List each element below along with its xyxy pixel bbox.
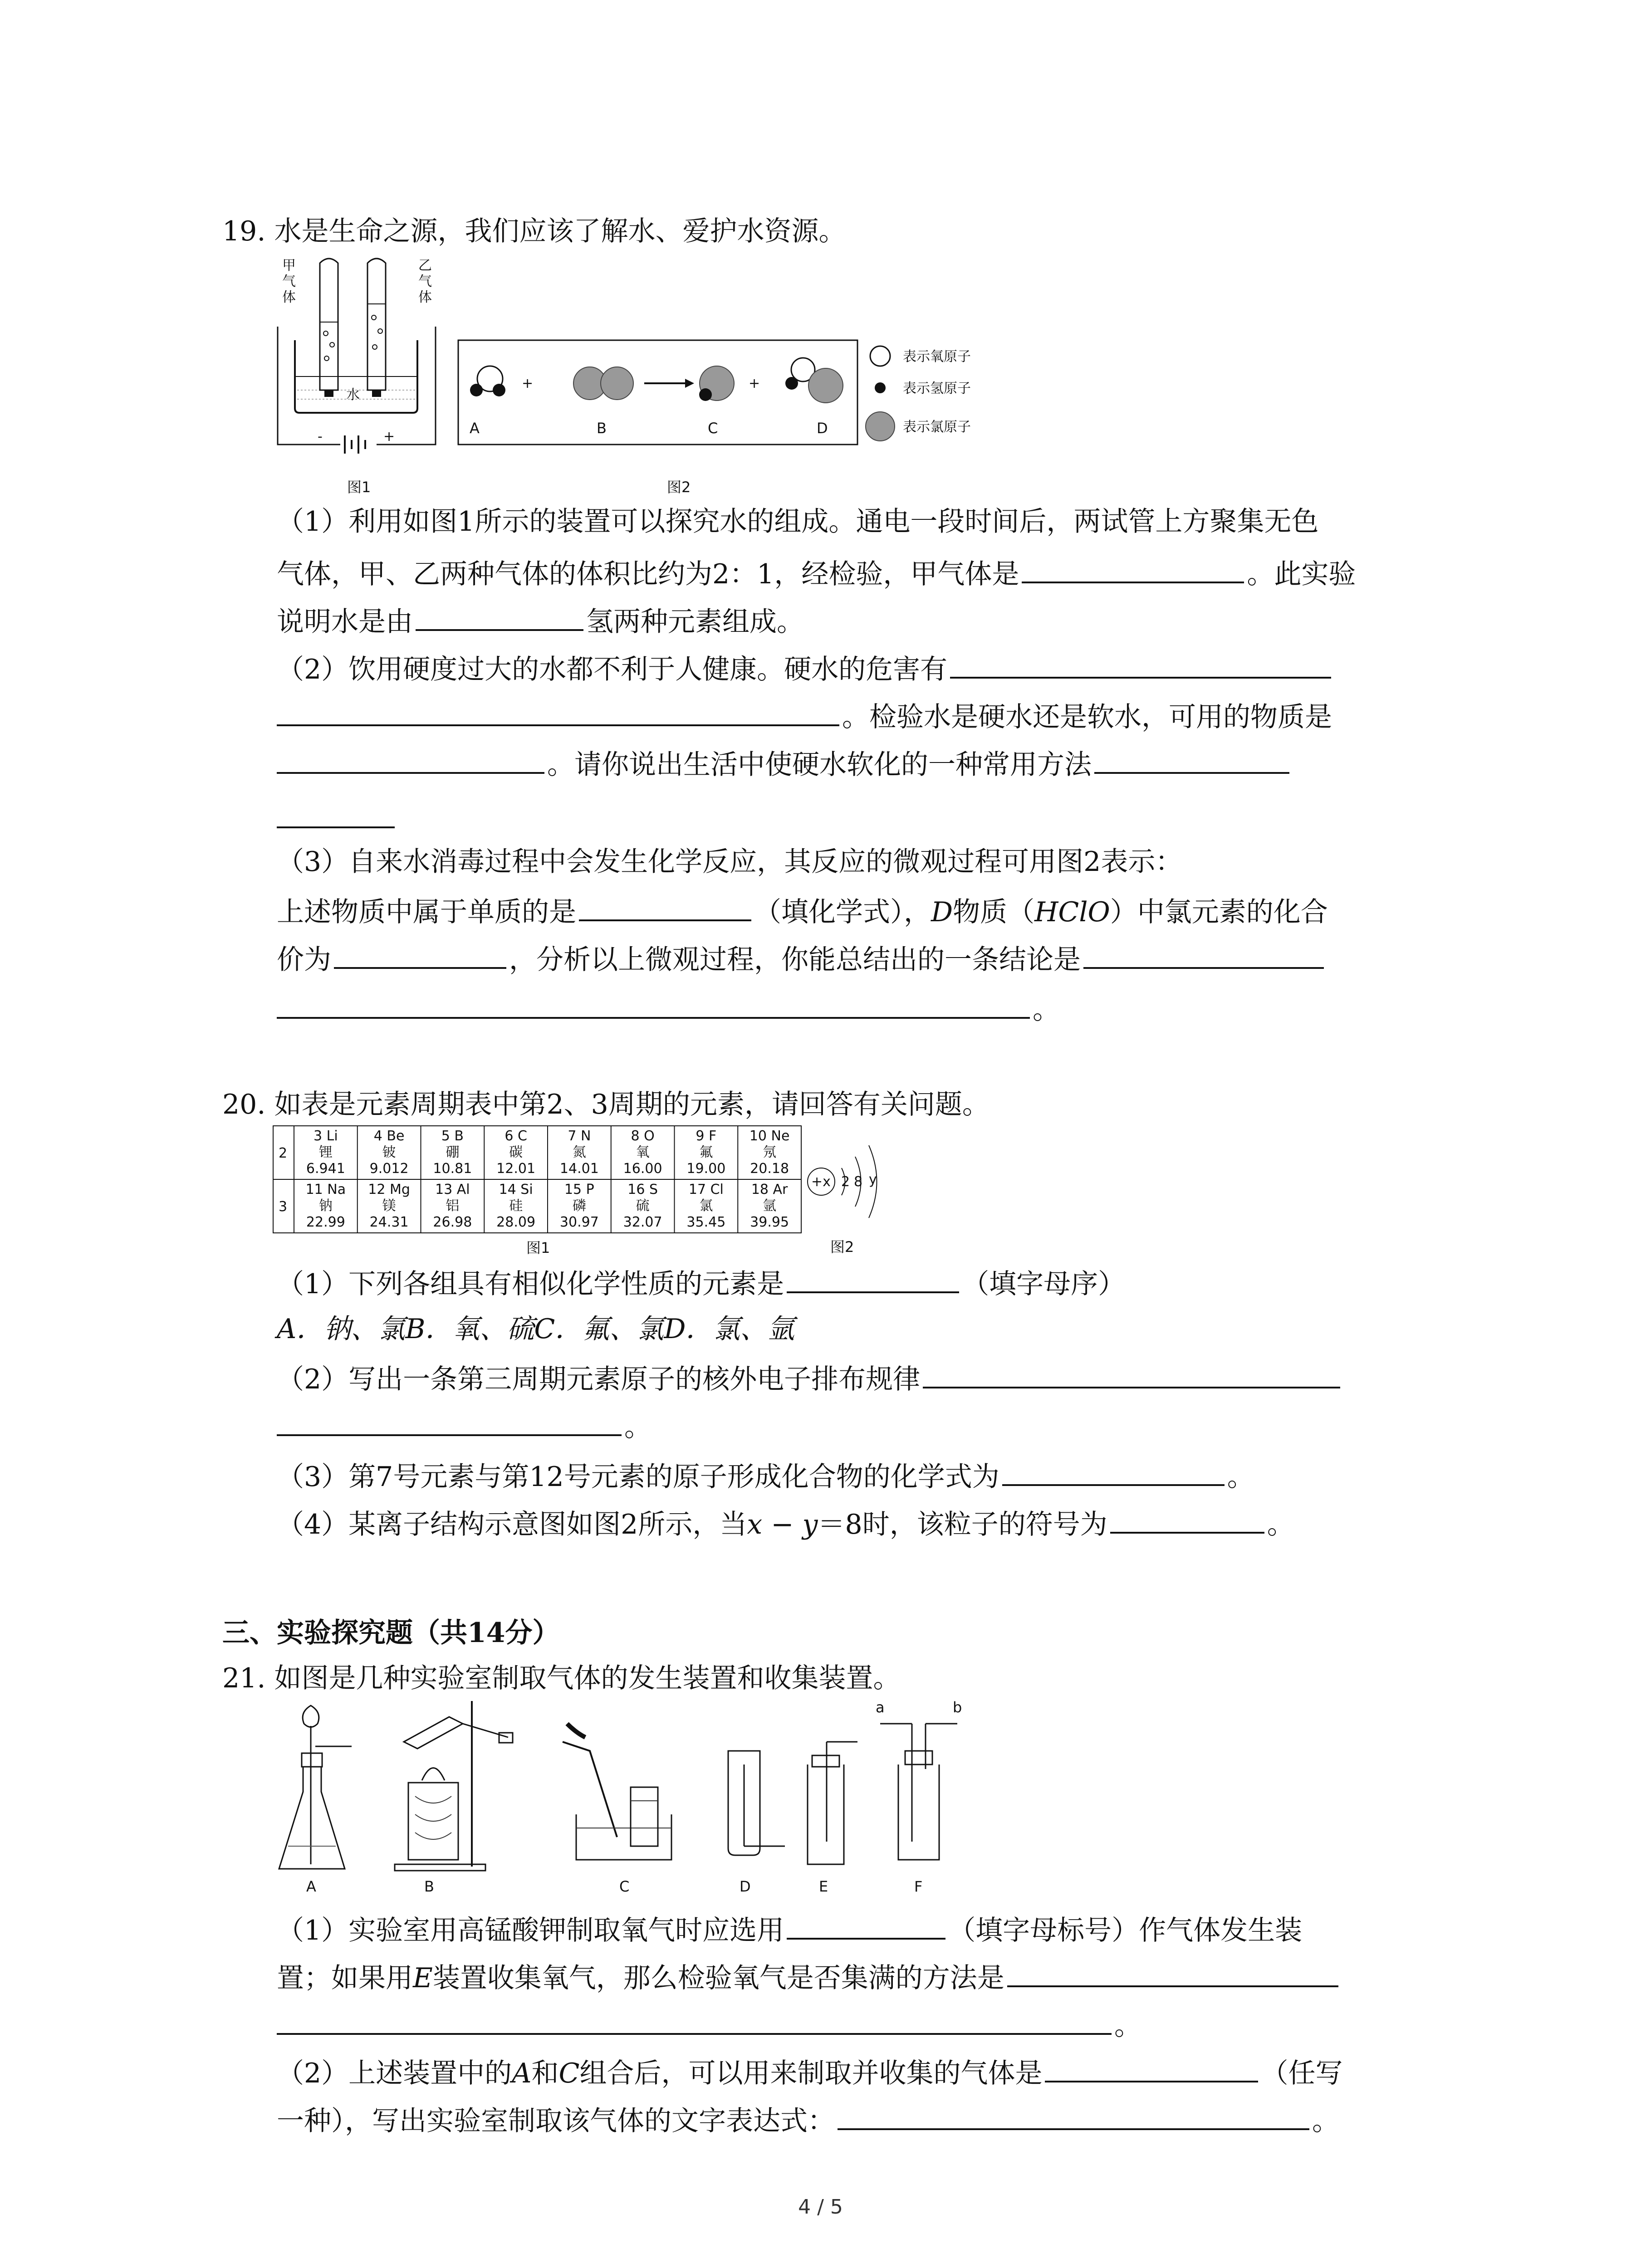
q21-part1-text: 置；如果用 bbox=[277, 1962, 413, 1994]
answer-blank-similar[interactable] bbox=[787, 1263, 959, 1293]
minus-sign: - bbox=[318, 429, 323, 445]
figure-2-caption: 图2 bbox=[667, 479, 691, 496]
element-cell-text: 35.45 bbox=[686, 1214, 726, 1230]
q21-part1-line1 bbox=[277, 1910, 1302, 1949]
shell-2-electrons: 8 bbox=[854, 1174, 863, 1190]
q21-part1-line2 bbox=[277, 1957, 1341, 1996]
apparatus-f bbox=[876, 1699, 962, 1860]
element-cell-text: 18 Ar bbox=[751, 1182, 788, 1198]
gas-right-label-2: 气 bbox=[418, 274, 432, 289]
label-a: A bbox=[306, 1878, 316, 1895]
q19-part3-line4 bbox=[277, 989, 1060, 1028]
legend-chlorine: 表示氯原子 bbox=[903, 419, 971, 435]
element-cell-text: 磷 bbox=[572, 1198, 586, 1214]
shell-1-electrons: 2 bbox=[841, 1174, 850, 1190]
element-cell-text: 镁 bbox=[382, 1198, 396, 1214]
q21-part2-text: 和 bbox=[531, 2058, 559, 2089]
page-number: 4 / 5 bbox=[798, 2195, 843, 2219]
q20-part3 bbox=[277, 1456, 1254, 1495]
q19-part2-line2 bbox=[277, 696, 1332, 735]
element-cell-text: 10.81 bbox=[433, 1161, 472, 1177]
q19-part3-text: D bbox=[931, 896, 953, 928]
answer-blank-check-full-cont[interactable] bbox=[277, 2005, 1112, 2035]
answer-blank-element[interactable] bbox=[416, 601, 583, 631]
q21-part1-text: E bbox=[413, 1962, 433, 1994]
answer-blank-formula[interactable] bbox=[1002, 1456, 1225, 1486]
answer-blank-rule-cont[interactable] bbox=[277, 1406, 622, 1436]
q20-part3-text: 。 bbox=[1227, 1461, 1254, 1493]
q20-part4-text: x bbox=[747, 1509, 763, 1540]
answer-blank-gas[interactable] bbox=[1022, 553, 1244, 583]
gas-left-label-3: 体 bbox=[282, 289, 296, 305]
element-cell-text: 锂 bbox=[318, 1144, 333, 1160]
element-cell-text: 硼 bbox=[446, 1144, 460, 1160]
q19-part1-text: 说明水是由 bbox=[277, 606, 413, 638]
q21-part2-text: （任写 bbox=[1261, 2058, 1343, 2089]
element-cell-text: 19.00 bbox=[686, 1161, 726, 1177]
apparatus-c bbox=[563, 1724, 671, 1860]
apparatus-d bbox=[728, 1751, 785, 1855]
legend-hydrogen: 表示氢原子 bbox=[903, 381, 971, 396]
element-cell-text: 6 C bbox=[505, 1128, 527, 1144]
section-3-heading: 三、实验探究题（共14分） bbox=[222, 1617, 560, 1649]
q19-stem: 19. 水是生命之源，我们应该了解水、爱护水资源。 bbox=[222, 215, 846, 247]
label-c: C bbox=[708, 420, 718, 437]
element-cell-text: 6.941 bbox=[306, 1161, 345, 1177]
answer-blank-conclusion-cont[interactable] bbox=[277, 989, 1030, 1019]
element-cell-text: 22.99 bbox=[306, 1214, 345, 1230]
element-cell-text: 13 Al bbox=[435, 1182, 470, 1198]
q20-stem: 20. 如表是元素周期表中第2、3周期的元素，请回答有关问题。 bbox=[222, 1089, 989, 1120]
gas-left-label-2: 气 bbox=[282, 274, 296, 289]
element-cell-text: 3 Li bbox=[314, 1128, 338, 1144]
answer-blank-elemental[interactable] bbox=[579, 891, 751, 921]
q19-part2-text: 。检验水是硬水还是软水，可用的物质是 bbox=[842, 701, 1332, 733]
gas-left-label-1: 甲 bbox=[282, 258, 296, 274]
element-cell-text: 氧 bbox=[636, 1144, 650, 1160]
q20-part2-text: 。 bbox=[624, 1411, 652, 1443]
element-cell-text: 15 P bbox=[564, 1182, 594, 1198]
plus-sign: + bbox=[383, 429, 395, 445]
q21-part1-text: （填字母标号）作气体发生装 bbox=[948, 1915, 1303, 1946]
element-cell-text: 11 Na bbox=[305, 1182, 346, 1198]
periodic-table-figure bbox=[272, 1125, 808, 1256]
q21-part2-text: 。 bbox=[1312, 2105, 1339, 2137]
q20-part4-text: 。 bbox=[1267, 1509, 1294, 1540]
element-cell-text: 硫 bbox=[636, 1198, 650, 1214]
element-cell-text: 17 Cl bbox=[688, 1182, 724, 1198]
q19-part2-text: （2）饮用硬度过大的水都不利于人健康。硬水的危害有 bbox=[277, 654, 948, 685]
q19-part3-line3 bbox=[277, 939, 1327, 978]
element-cell-text: 26.98 bbox=[433, 1214, 472, 1230]
q19-part3-text: 。 bbox=[1033, 994, 1060, 1026]
q19-part3-text: （填化学式）， bbox=[754, 896, 931, 928]
q20-part4-text: y bbox=[802, 1509, 818, 1540]
q20-part1-text: （填字母序） bbox=[962, 1268, 1126, 1300]
element-cell-text: 8 O bbox=[631, 1128, 655, 1144]
q19-part2-text: 。请你说出生活中使硬水软化的一种常用方法 bbox=[547, 749, 1092, 781]
element-cell-text: 氩 bbox=[763, 1198, 777, 1214]
element-cell-text: 12.01 bbox=[496, 1161, 536, 1177]
q20-part2 bbox=[277, 1359, 1343, 1398]
label-f: F bbox=[914, 1878, 923, 1895]
answer-blank-soften-method[interactable] bbox=[1094, 744, 1289, 774]
period-3-label: 3 bbox=[279, 1199, 288, 1215]
plus-sign: + bbox=[749, 376, 760, 391]
q21-part2-text: A bbox=[512, 2058, 532, 2089]
element-cell-text: 钠 bbox=[318, 1198, 333, 1214]
q19-part1-text: 。此实验 bbox=[1247, 558, 1356, 590]
q19-part2-line3 bbox=[277, 744, 1292, 783]
q19-part1-line2 bbox=[277, 553, 1356, 592]
answer-blank-test-substance[interactable] bbox=[277, 744, 544, 774]
q19-part3-text: ，分析以上微观过程，你能总结出的一条结论是 bbox=[509, 944, 1081, 976]
q20-part4 bbox=[277, 1504, 1294, 1543]
q19-part1-text: 气体，甲、乙两种气体的体积比约为2：1，经检验，甲气体是 bbox=[277, 558, 1019, 590]
label-e: E bbox=[819, 1878, 828, 1895]
q19-part3-text: ）中氯元素的化合 bbox=[1110, 896, 1328, 928]
element-cell-text: 铍 bbox=[382, 1144, 396, 1160]
q19-part2-line4 bbox=[277, 798, 397, 837]
lab-apparatus-figure bbox=[272, 1696, 1089, 1901]
element-cell-text: 39.95 bbox=[750, 1214, 789, 1230]
q21-part2-line1 bbox=[277, 2053, 1342, 2092]
q20-part1-text: （1）下列各组具有相似化学性质的元素是 bbox=[277, 1268, 784, 1300]
answer-blank-conclusion[interactable] bbox=[1083, 939, 1324, 969]
element-cell-text: 28.09 bbox=[496, 1214, 536, 1230]
element-cell-text: 14.01 bbox=[559, 1161, 599, 1177]
answer-blank-check-full[interactable] bbox=[1007, 1957, 1338, 1987]
q20-part4-text: （4）某离子结构示意图如图2所示，当 bbox=[277, 1509, 747, 1540]
nucleus-charge: +x bbox=[811, 1174, 831, 1190]
q19-part3-text: 价为 bbox=[277, 944, 331, 976]
element-cell-text: 14 Si bbox=[499, 1182, 533, 1198]
answer-blank-soften-cont[interactable] bbox=[277, 798, 395, 828]
element-cell-text: 7 N bbox=[568, 1128, 591, 1144]
gas-right-label-1: 乙 bbox=[418, 258, 432, 274]
label-d: D bbox=[740, 1878, 751, 1895]
q19-part1-text: 氢两种元素组成。 bbox=[586, 606, 804, 638]
q19-part1-line3 bbox=[277, 601, 804, 640]
element-cell-text: 氖 bbox=[763, 1144, 777, 1160]
label-d: D bbox=[817, 420, 828, 437]
answer-blank-ion-symbol[interactable] bbox=[1110, 1504, 1264, 1534]
shell-3-electrons: y bbox=[869, 1172, 877, 1188]
answer-blank-rule[interactable] bbox=[923, 1359, 1340, 1388]
q20-part2-cont bbox=[277, 1406, 652, 1445]
element-cell-text: 9 F bbox=[696, 1128, 717, 1144]
apparatus-b bbox=[395, 1701, 513, 1871]
q19-part1-line1: （1）利用如图1所示的装置可以探究水的组成。通电一段时间后，两试管上方聚集无色 bbox=[277, 506, 1319, 538]
q19-part3-line2 bbox=[277, 891, 1328, 930]
q19-part3-text: 上述物质中属于单质的是 bbox=[277, 896, 576, 928]
element-cell-text: 硅 bbox=[509, 1198, 523, 1214]
q19-figure-1 bbox=[272, 254, 445, 499]
q20-part4-text: ＝8时，该粒子的符号为 bbox=[818, 1509, 1107, 1540]
q21-part1-text: （1）实验室用高锰酸钾制取氧气时应选用 bbox=[277, 1915, 784, 1946]
element-cell-text: 氟 bbox=[699, 1144, 713, 1160]
apparatus-e bbox=[808, 1742, 857, 1864]
element-cell-text: 20.18 bbox=[750, 1161, 789, 1177]
port-a-label: a bbox=[876, 1699, 885, 1716]
label-b: B bbox=[597, 420, 607, 437]
gas-right-label-3: 体 bbox=[418, 289, 432, 305]
answer-blank-gas-name[interactable] bbox=[1045, 2053, 1258, 2082]
q20-part4-text: − bbox=[762, 1509, 803, 1540]
element-cell-text: 5 B bbox=[441, 1128, 464, 1144]
answer-blank-harm-cont[interactable] bbox=[277, 696, 839, 726]
period-2-label: 2 bbox=[279, 1145, 288, 1161]
apparatus-a bbox=[279, 1706, 352, 1869]
q19-part3-text: 物质（ bbox=[953, 896, 1035, 928]
answer-blank-harm[interactable] bbox=[950, 649, 1331, 679]
element-cell-text: 32.07 bbox=[623, 1214, 662, 1230]
q21-part1-text: 。 bbox=[1114, 2010, 1141, 2042]
q21-part2-text: C bbox=[558, 2058, 580, 2089]
q19-part3-text: HClO bbox=[1034, 896, 1110, 928]
q21-part2-line2 bbox=[277, 2100, 1339, 2139]
hydrogen-atom bbox=[470, 384, 483, 396]
q20-part1 bbox=[277, 1263, 1125, 1302]
q20-part2-text: （2）写出一条第三周期元素原子的核外电子排布规律 bbox=[277, 1364, 921, 1395]
q19-figure-2 bbox=[454, 336, 1030, 499]
q21-part2-text: 组合后，可以用来制取并收集的气体是 bbox=[579, 2058, 1043, 2089]
q19-part3-line1: （3）自来水消毒过程中会发生化学反应，其反应的微观过程可用图2表示： bbox=[277, 846, 1183, 878]
element-cell-text: 氮 bbox=[572, 1144, 586, 1160]
q21-part1-text: 装置收集氧气，那么检验氧气是否集满的方法是 bbox=[432, 1962, 1004, 1994]
water-label: 水 bbox=[346, 387, 360, 403]
element-cell-text: 30.97 bbox=[559, 1214, 599, 1230]
legend-oxygen: 表示氧原子 bbox=[903, 349, 971, 365]
hydrogen-atom bbox=[493, 384, 505, 396]
q21-part1-line3 bbox=[277, 2005, 1141, 2044]
element-cell-text: 16.00 bbox=[623, 1161, 662, 1177]
element-cell-text: 4 Be bbox=[373, 1128, 405, 1144]
element-cell-text: 氯 bbox=[699, 1198, 713, 1214]
ion-figure-caption: 图2 bbox=[830, 1238, 854, 1256]
answer-blank-valence[interactable] bbox=[334, 939, 506, 969]
q20-options: A．钠、氯B．氧、硫C．氟、氯D．氯、氩 bbox=[277, 1313, 795, 1345]
q21-part2-text: 一种），写出实验室制取该气体的文字表达式： bbox=[277, 2105, 835, 2137]
element-cell-text: 10 Ne bbox=[749, 1128, 790, 1144]
q20-part3-text: （3）第7号元素与第12号元素的原子形成化合物的化学式为 bbox=[277, 1461, 999, 1493]
ion-structure-figure bbox=[803, 1125, 921, 1261]
q19-part2-line1 bbox=[277, 649, 1334, 688]
label-a: A bbox=[470, 420, 480, 437]
element-cell-text: 16 S bbox=[627, 1182, 658, 1198]
plus-sign: + bbox=[522, 376, 534, 391]
element-cell-text: 24.31 bbox=[369, 1214, 409, 1230]
q21-part2-text: （2）上述装置中的 bbox=[277, 2058, 512, 2089]
element-cell-text: 碳 bbox=[509, 1144, 523, 1160]
figure-1-caption: 图1 bbox=[347, 479, 371, 496]
answer-blank-word-equation[interactable] bbox=[838, 2100, 1309, 2130]
q21-stem: 21. 如图是几种实验室制取气体的发生装置和收集装置。 bbox=[222, 1662, 901, 1694]
element-cell-text: 9.012 bbox=[369, 1161, 409, 1177]
element-cell-text: 铝 bbox=[446, 1198, 460, 1214]
label-b: B bbox=[424, 1878, 434, 1895]
element-cell-text: 12 Mg bbox=[368, 1182, 410, 1198]
label-c: C bbox=[619, 1878, 630, 1895]
answer-blank-generator[interactable] bbox=[787, 1910, 945, 1940]
periodic-table-caption: 图1 bbox=[526, 1239, 550, 1256]
port-b-label: b bbox=[953, 1699, 962, 1716]
